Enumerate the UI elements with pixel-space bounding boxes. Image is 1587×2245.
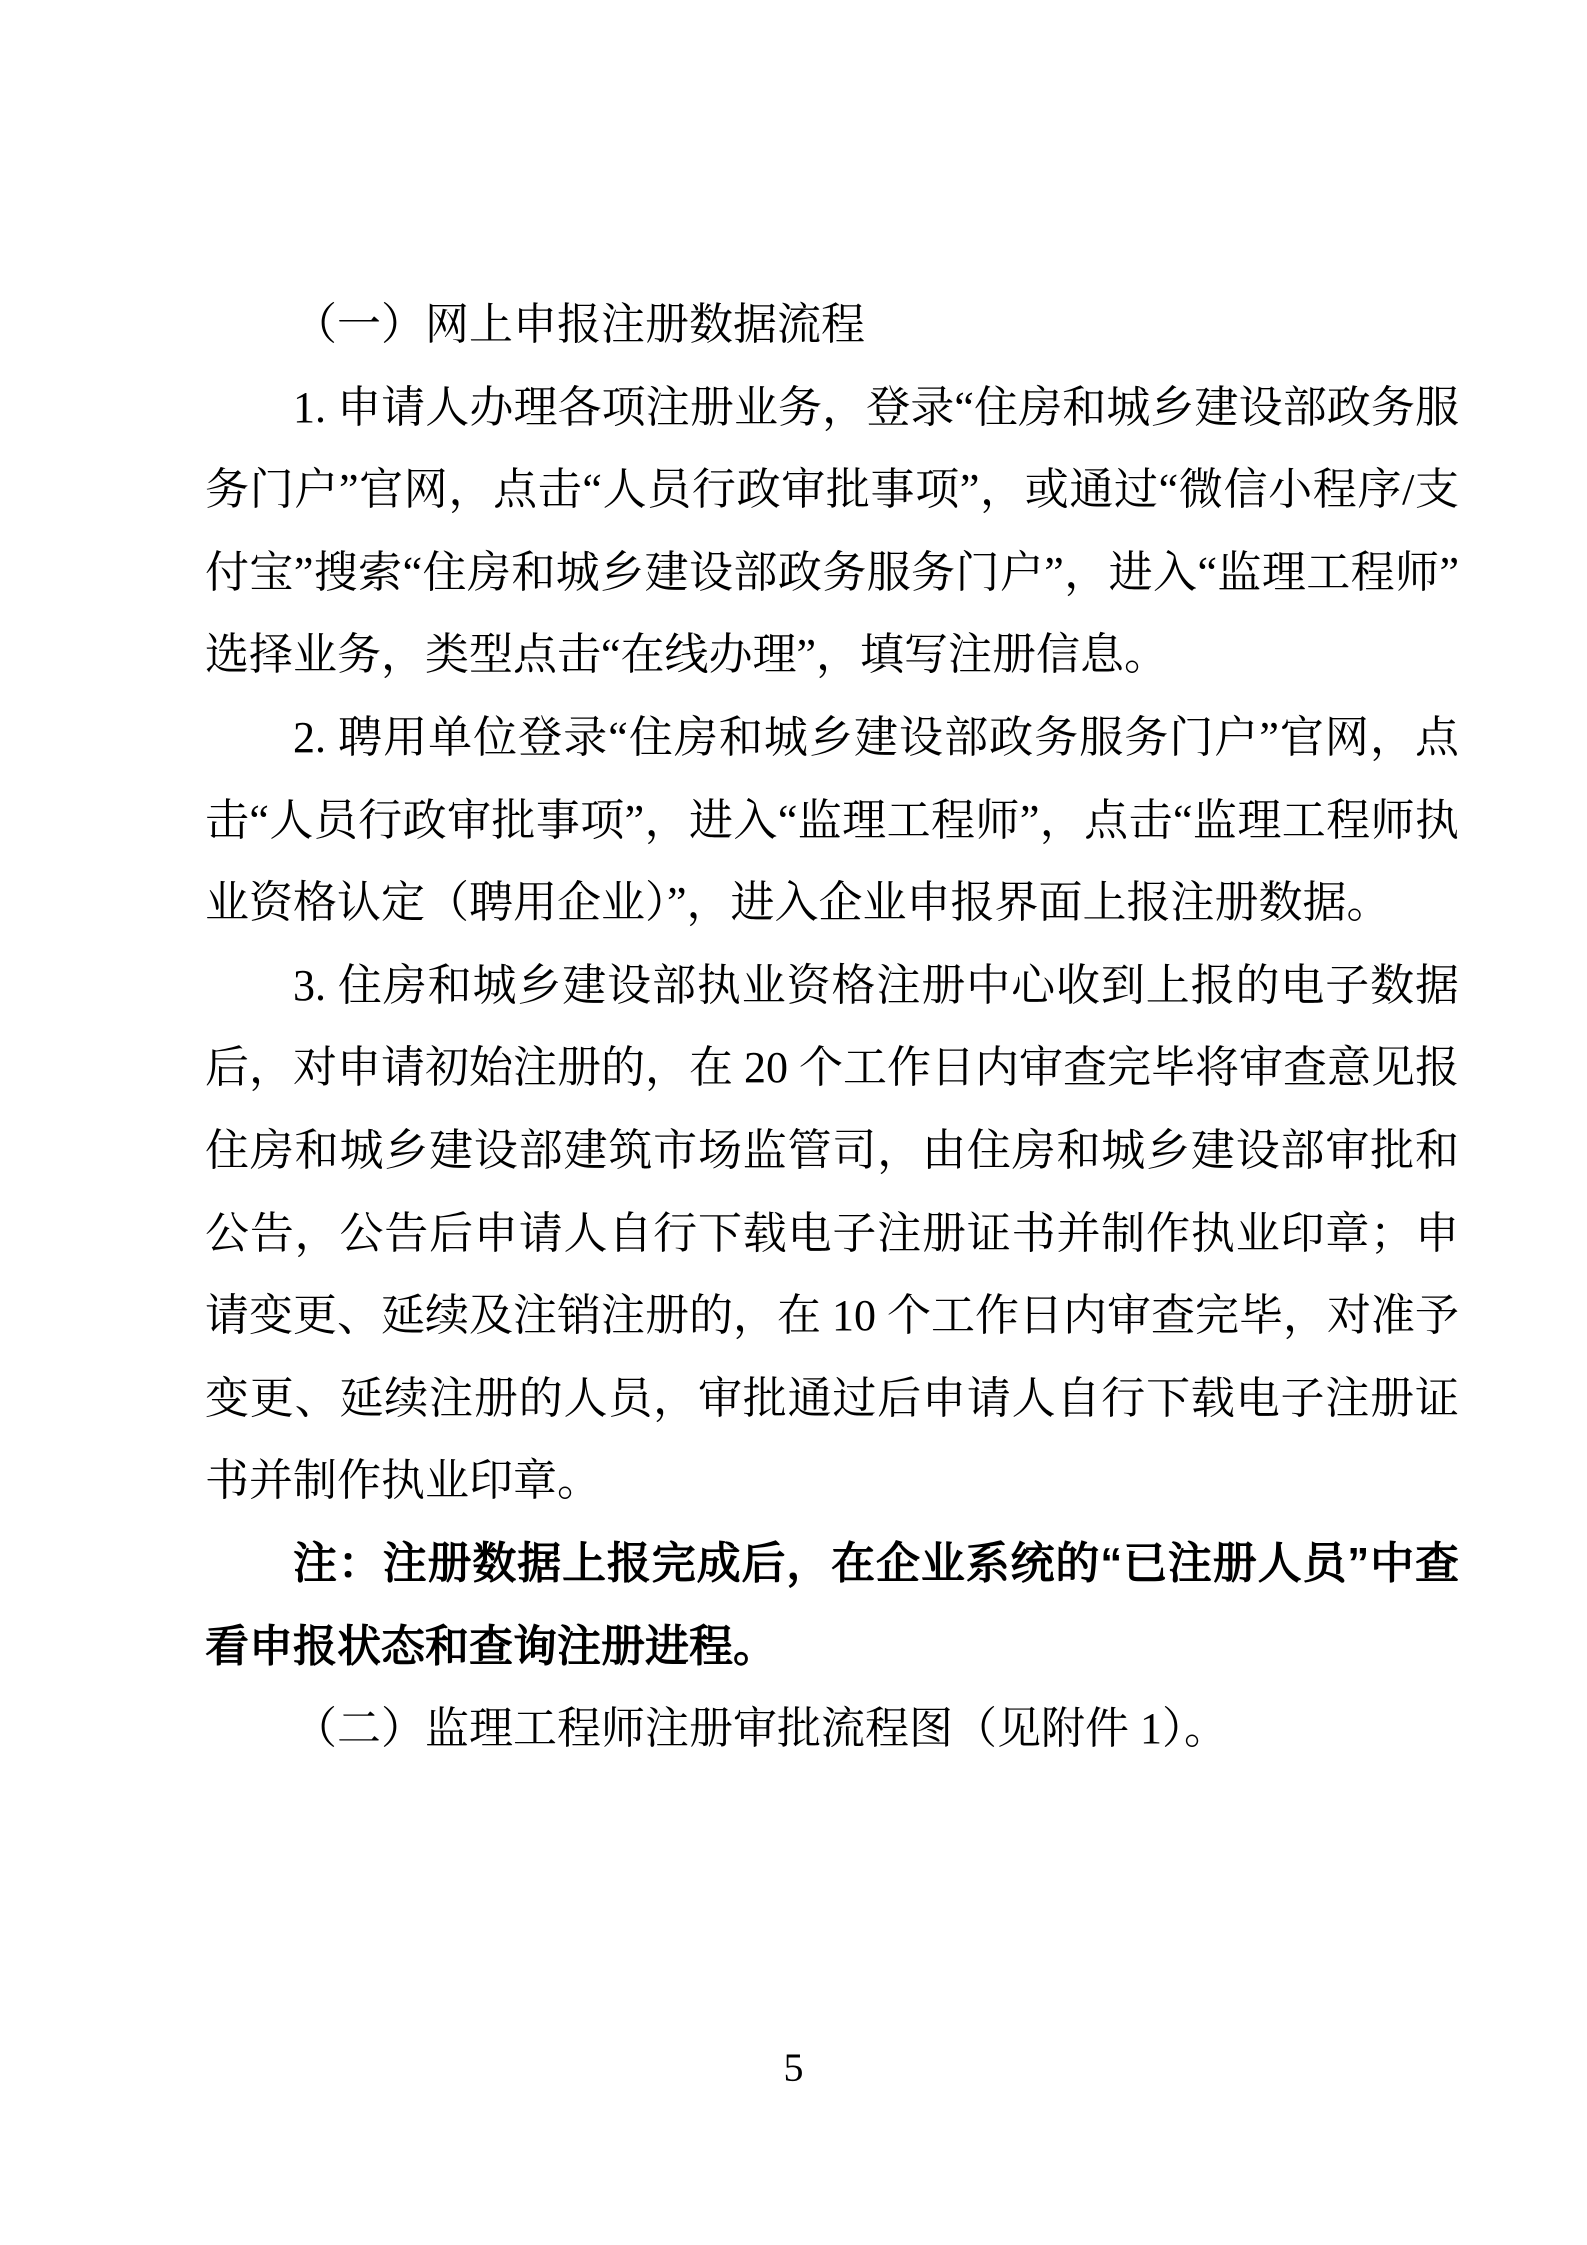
paragraph-applicant-procedure: 1. 申请人办理各项注册业务，登录“住房和城乡建设部政务服务门户”官网，点击“人员行政审批事项”，或通过“微信小程序/支付宝”搜索“住房和城乡建设部政务服务门户”，进入“监理工程师”选择业务，类型点击“在线办理”，填写注册信息。 [205,382,1459,680]
document-body [205,284,1459,1771]
page-number: 5 [783,2045,804,2090]
section-heading-approval-flowchart: （二）监理工程师注册审批流程图（见附件 1）。 [293,1704,1228,1754]
paragraph-employer-procedure: 2. 聘用单位登录“住房和城乡建设部政务服务门户”官网，点击“人员行政审批事项”，进入“监理工程师”，点击“监理工程师执业资格认定（聘用企业）”，进入企业申报界面上报注册数据。 [205,712,1459,928]
section-heading-online-declaration-flow: （一）网上申报注册数据流程 [293,300,865,349]
paragraph-review-timeline: 3. 住房和城乡建设部执业资格注册中心收到上报的电子数据后，对申请初始注册的，在 20 个工作日内审查完毕将审查意见报住房和城乡建设部建筑市场监管司，由住房和城乡建设部审批和公告，公告后申请人自行下载电子注册证书并制作执业印章；申请变更、延续及注销注册的，在 10 个工作日内审查完毕，对准予变更、延续注册的人员，审批通过后申请人自行下载电子注册证书并制作执业印章。 [205,960,1459,1506]
note-registered-personnel-status: 注：注册数据上报完成后，在企业系统的“已注册人员”中查看申报状态和查询注册进程。 [205,1538,1459,1671]
